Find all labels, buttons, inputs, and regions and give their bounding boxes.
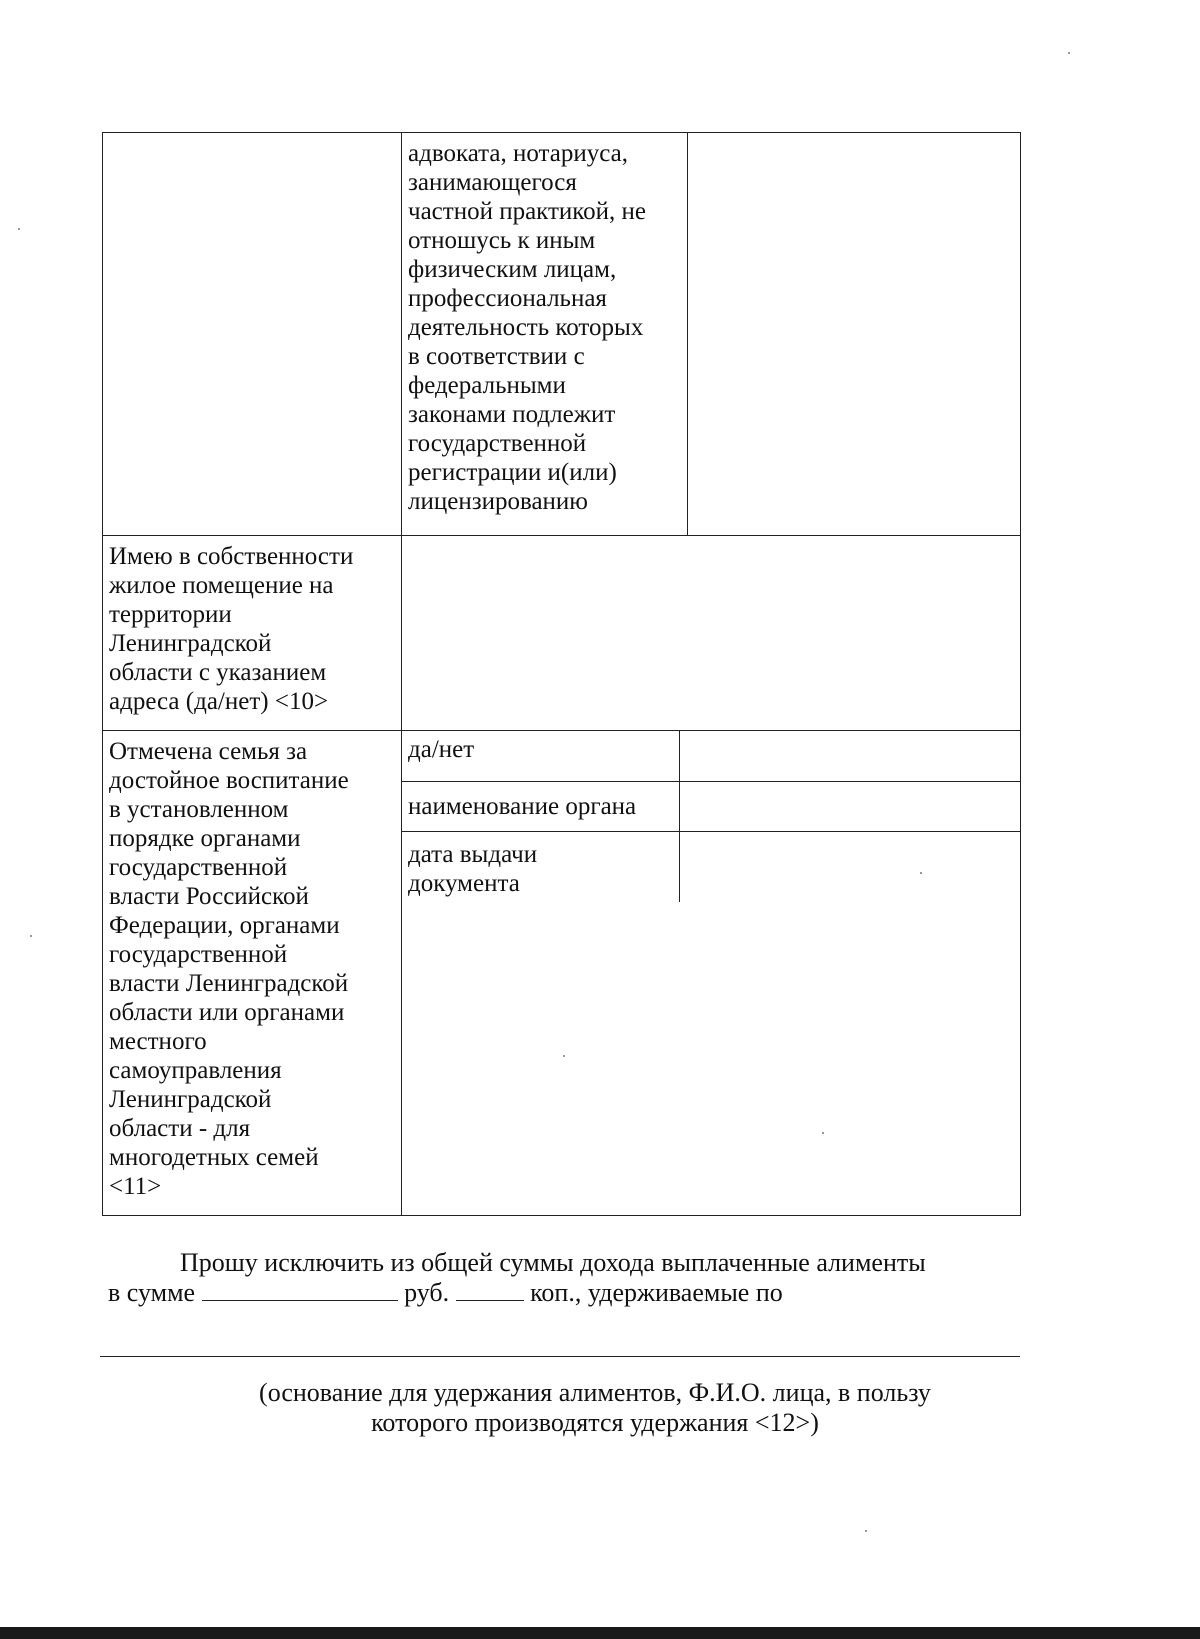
application-form-table: [102, 132, 1021, 1216]
cell-family-recognition-details: [402, 731, 1021, 1216]
label-authority-name: наименование органа: [402, 781, 680, 831]
request-line-2: [108, 1278, 1013, 1308]
amount-rub-field[interactable]: [202, 1278, 398, 1301]
cell-professional-activity-answer[interactable]: [688, 133, 1021, 536]
table-row-professional-activity: [103, 133, 1021, 536]
alimony-basis-input-line[interactable]: [100, 1356, 1020, 1357]
request-kop-suffix: коп., удерживаемые по: [530, 1278, 783, 1307]
table-row-family-recognition: [103, 731, 1021, 1216]
request-rub-label: руб.: [404, 1278, 450, 1307]
field-authority-name[interactable]: [680, 781, 1021, 831]
scan-speck: [920, 872, 922, 874]
table-row-housing-ownership: [103, 536, 1021, 731]
subtable-row-issue-date: [402, 831, 1020, 902]
family-recognition-subtable: [402, 731, 1020, 902]
cell-housing-ownership-question: Имею в собственности жилое помещение на территории Ленинградской области с указанием адреса (да/нет) <10>: [103, 536, 402, 731]
scan-speck: [30, 935, 32, 937]
field-yes-no[interactable]: [680, 731, 1021, 781]
field-issue-date[interactable]: [680, 831, 1021, 902]
cell-empty-left: [103, 133, 402, 536]
subtable-row-yes-no: [402, 731, 1020, 781]
scan-speck: [563, 1055, 565, 1057]
scan-speck: [1068, 52, 1070, 54]
cell-housing-ownership-answer[interactable]: [402, 536, 1021, 731]
cell-family-recognition-question: Отмечена семья за достойное воспитание в установленном порядке органами государственной власти Российской Федерации, органами государственной власти Ленинградской области или органами местного самоуправления Ленинградской области - для многодетных семей <11>: [103, 731, 402, 1216]
label-issue-date: дата выдачи документа: [402, 831, 680, 902]
request-prefix: в сумме: [108, 1278, 196, 1307]
cell-professional-activity-text: адвоката, нотариуса, занимающегося частной практикой, не отношусь к иным физическим лицам, профессиональная деятельность которых в соответствии с федеральными законами подлежит государственной регистрации и(или) лицензированию: [402, 133, 688, 536]
label-yes-no: да/нет: [402, 731, 680, 781]
subtable-row-authority-name: [402, 781, 1020, 831]
request-line-1: Прошу исключить из общей суммы дохода выплаченные алименты: [180, 1248, 926, 1277]
alimony-basis-caption: (основание для удержания алиментов, Ф.И.О. лица, в пользу которого производятся удержания <12>): [259, 1378, 931, 1437]
scan-speck: [822, 1132, 824, 1134]
amount-kop-field[interactable]: [456, 1278, 524, 1301]
scan-bottom-edge: [0, 1627, 1200, 1639]
alimony-request-paragraph: [108, 1248, 1013, 1308]
scan-speck: [18, 228, 20, 230]
scan-speck: [865, 1530, 867, 1532]
